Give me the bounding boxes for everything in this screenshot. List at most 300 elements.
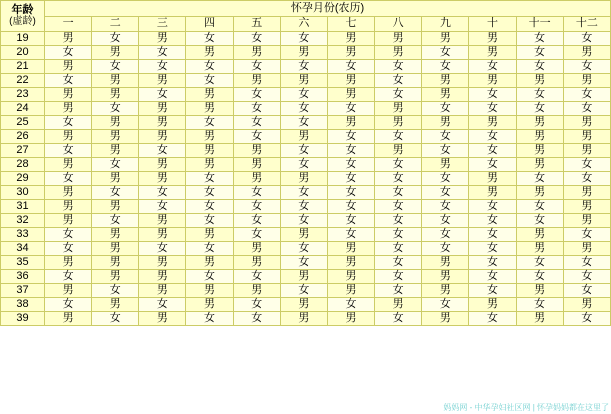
age-cell: 35 [1,256,45,270]
prediction-cell: 女 [375,312,422,326]
prediction-cell: 男 [280,312,327,326]
prediction-cell: 男 [233,256,280,270]
prediction-cell: 女 [516,270,563,284]
prediction-cell: 男 [92,200,139,214]
prediction-cell: 男 [92,46,139,60]
prediction-cell: 男 [186,130,233,144]
prediction-cell: 男 [280,130,327,144]
prediction-cell: 男 [563,74,610,88]
table-row [1,228,611,242]
table-row [1,102,611,116]
month-header-4: 四 [186,17,233,32]
prediction-cell: 女 [139,60,186,74]
table-row [1,144,611,158]
prediction-cell: 女 [92,284,139,298]
prediction-cell: 男 [280,74,327,88]
prediction-cell: 女 [563,228,610,242]
age-cell: 32 [1,214,45,228]
prediction-cell: 女 [516,60,563,74]
prediction-cell: 女 [233,270,280,284]
month-header-7: 七 [327,17,374,32]
prediction-cell: 女 [469,144,516,158]
prediction-cell: 女 [139,88,186,102]
prediction-cell: 女 [92,102,139,116]
table-body [1,32,611,326]
prediction-cell: 男 [92,88,139,102]
prediction-cell: 女 [422,200,469,214]
prediction-cell: 男 [45,284,92,298]
table-title-row [1,1,611,17]
prediction-cell: 女 [45,46,92,60]
prediction-cell: 男 [422,74,469,88]
prediction-cell: 女 [469,60,516,74]
prediction-cell: 女 [327,298,374,312]
prediction-cell: 女 [563,88,610,102]
prediction-cell: 女 [45,172,92,186]
prediction-cell: 男 [186,88,233,102]
table-row [1,312,611,326]
prediction-cell: 女 [469,214,516,228]
prediction-cell: 男 [45,32,92,46]
age-cell: 37 [1,284,45,298]
prediction-cell: 男 [516,144,563,158]
prediction-cell: 女 [469,102,516,116]
age-cell: 25 [1,116,45,130]
prediction-cell: 女 [186,270,233,284]
prediction-cell: 男 [45,256,92,270]
table-row [1,74,611,88]
prediction-cell: 男 [92,270,139,284]
table-row [1,130,611,144]
month-header-8: 八 [375,17,422,32]
prediction-cell: 男 [186,228,233,242]
month-header-10: 十 [469,17,516,32]
prediction-cell: 男 [516,74,563,88]
prediction-cell: 男 [233,144,280,158]
prediction-cell: 女 [186,200,233,214]
prediction-cell: 女 [516,256,563,270]
table-row [1,298,611,312]
prediction-cell: 男 [45,88,92,102]
prediction-cell: 男 [327,312,374,326]
prediction-cell: 男 [139,228,186,242]
prediction-cell: 女 [563,270,610,284]
age-cell: 19 [1,32,45,46]
table-row [1,200,611,214]
age-cell: 26 [1,130,45,144]
prediction-cell: 男 [327,88,374,102]
month-header-2: 二 [92,17,139,32]
prediction-cell: 女 [327,158,374,172]
prediction-cell: 男 [233,74,280,88]
prediction-cell: 女 [469,130,516,144]
month-header-1: 一 [45,17,92,32]
prediction-cell: 男 [186,158,233,172]
prediction-cell: 男 [139,32,186,46]
prediction-cell: 女 [375,186,422,200]
prediction-cell: 女 [563,256,610,270]
prediction-cell: 男 [516,130,563,144]
prediction-cell: 女 [422,242,469,256]
prediction-cell: 女 [280,158,327,172]
prediction-cell: 男 [139,270,186,284]
prediction-cell: 女 [92,158,139,172]
prediction-cell: 女 [375,242,422,256]
prediction-cell: 女 [186,74,233,88]
prediction-cell: 女 [422,60,469,74]
prediction-cell: 男 [45,214,92,228]
prediction-cell: 女 [186,172,233,186]
prediction-cell: 女 [233,228,280,242]
prediction-cell: 女 [92,60,139,74]
age-cell: 36 [1,270,45,284]
prediction-cell: 男 [92,130,139,144]
prediction-cell: 男 [563,116,610,130]
prediction-cell: 女 [563,172,610,186]
prediction-cell: 男 [186,256,233,270]
prediction-cell: 男 [139,130,186,144]
prediction-cell: 男 [92,242,139,256]
prediction-cell: 男 [327,116,374,130]
age-cell: 27 [1,144,45,158]
prediction-cell: 男 [516,158,563,172]
prediction-cell: 女 [375,200,422,214]
prediction-cell: 女 [186,312,233,326]
prediction-cell: 男 [139,256,186,270]
prediction-cell: 男 [186,102,233,116]
prediction-cell: 男 [469,186,516,200]
prediction-cell: 女 [327,102,374,116]
prediction-cell: 男 [563,214,610,228]
prediction-cell: 男 [45,200,92,214]
prediction-cell: 男 [92,256,139,270]
prediction-cell: 女 [422,172,469,186]
prediction-cell: 男 [233,46,280,60]
prediction-cell: 女 [233,88,280,102]
prediction-cell: 女 [186,186,233,200]
age-cell: 29 [1,172,45,186]
prediction-cell: 女 [327,214,374,228]
prediction-cell: 男 [422,88,469,102]
prediction-cell: 女 [139,200,186,214]
prediction-cell: 女 [233,298,280,312]
prediction-cell: 男 [375,102,422,116]
prediction-cell: 女 [375,74,422,88]
prediction-cell: 男 [280,270,327,284]
prediction-cell: 男 [422,32,469,46]
prediction-cell: 女 [186,60,233,74]
prediction-cell: 女 [139,298,186,312]
prediction-cell: 男 [422,158,469,172]
prediction-cell: 女 [327,200,374,214]
prediction-cell: 男 [186,46,233,60]
month-header-row [1,17,611,32]
prediction-cell: 男 [92,228,139,242]
table-row [1,116,611,130]
age-cell: 34 [1,242,45,256]
prediction-cell: 男 [280,172,327,186]
prediction-cell: 女 [469,284,516,298]
prediction-cell: 男 [139,172,186,186]
prediction-cell: 男 [516,186,563,200]
prediction-cell: 女 [375,214,422,228]
prediction-cell: 男 [92,298,139,312]
prediction-cell: 女 [516,88,563,102]
prediction-cell: 男 [327,256,374,270]
prediction-cell: 男 [139,312,186,326]
prediction-cell: 男 [327,270,374,284]
table-row [1,242,611,256]
prediction-cell: 女 [375,158,422,172]
table-row [1,60,611,74]
prediction-cell: 男 [422,284,469,298]
prediction-cell: 男 [186,298,233,312]
prediction-cell: 男 [516,284,563,298]
prediction-cell: 女 [375,270,422,284]
prediction-cell: 女 [280,116,327,130]
prediction-cell: 男 [139,214,186,228]
prediction-cell: 女 [422,228,469,242]
prediction-cell: 男 [186,144,233,158]
prediction-cell: 女 [233,186,280,200]
age-cell: 24 [1,102,45,116]
prediction-cell: 女 [375,172,422,186]
prediction-cell: 男 [45,102,92,116]
age-cell: 38 [1,298,45,312]
prediction-cell: 男 [469,32,516,46]
prediction-cell: 女 [375,256,422,270]
month-header-3: 三 [139,17,186,32]
age-cell: 31 [1,200,45,214]
prediction-cell: 男 [469,116,516,130]
prediction-cell: 男 [327,74,374,88]
prediction-cell: 男 [422,116,469,130]
age-cell: 22 [1,74,45,88]
prediction-cell: 女 [233,130,280,144]
prediction-cell: 男 [375,298,422,312]
prediction-cell: 女 [375,130,422,144]
prediction-cell: 男 [469,172,516,186]
prediction-cell: 女 [516,102,563,116]
prediction-cell: 女 [233,32,280,46]
prediction-cell: 男 [92,74,139,88]
prediction-cell: 女 [469,158,516,172]
prediction-cell: 女 [469,228,516,242]
prediction-cell: 女 [469,270,516,284]
prediction-cell: 女 [139,46,186,60]
prediction-cell: 女 [45,228,92,242]
prediction-cell: 男 [92,144,139,158]
prediction-cell: 男 [186,284,233,298]
prediction-cell: 男 [516,312,563,326]
prediction-cell: 男 [139,284,186,298]
table-row [1,32,611,46]
prediction-cell: 女 [469,242,516,256]
prediction-cell: 女 [516,214,563,228]
prediction-cell: 男 [45,130,92,144]
prediction-cell: 男 [469,46,516,60]
prediction-cell: 女 [563,312,610,326]
prediction-cell: 女 [516,46,563,60]
prediction-cell: 男 [563,144,610,158]
prediction-cell: 男 [45,186,92,200]
table-row [1,270,611,284]
prediction-cell: 男 [469,74,516,88]
prediction-cell: 女 [280,214,327,228]
prediction-cell: 女 [375,228,422,242]
month-header-6: 六 [280,17,327,32]
prediction-cell: 男 [139,74,186,88]
prediction-cell: 男 [375,144,422,158]
prediction-cell: 男 [45,60,92,74]
prediction-cell: 男 [563,298,610,312]
prediction-cell: 女 [280,242,327,256]
prediction-cell: 女 [327,228,374,242]
prediction-cell: 男 [422,256,469,270]
prediction-cell: 女 [280,60,327,74]
prediction-cell: 女 [280,200,327,214]
prediction-cell: 女 [233,312,280,326]
prediction-cell: 男 [233,242,280,256]
prediction-cell: 女 [233,214,280,228]
prediction-cell: 女 [563,158,610,172]
prediction-cell: 女 [327,130,374,144]
month-header-5: 五 [233,17,280,32]
prediction-cell: 女 [563,284,610,298]
prediction-cell: 男 [422,312,469,326]
prediction-cell: 女 [186,32,233,46]
prediction-cell: 男 [422,270,469,284]
prediction-cell: 女 [280,186,327,200]
prediction-cell: 男 [45,158,92,172]
prediction-cell: 男 [233,172,280,186]
prediction-cell: 男 [375,46,422,60]
prediction-cell: 男 [516,242,563,256]
prediction-cell: 女 [375,60,422,74]
table-row [1,256,611,270]
prediction-cell: 女 [139,144,186,158]
prediction-cell: 女 [186,242,233,256]
prediction-cell: 男 [516,116,563,130]
prediction-cell: 女 [186,116,233,130]
prediction-cell: 女 [280,144,327,158]
prediction-cell: 女 [45,298,92,312]
prediction-cell: 女 [233,102,280,116]
prediction-cell: 女 [45,270,92,284]
prediction-cell: 女 [280,88,327,102]
prediction-cell: 女 [563,32,610,46]
prediction-cell: 女 [327,186,374,200]
prediction-cell: 女 [233,200,280,214]
prediction-cell: 女 [422,298,469,312]
prediction-cell: 男 [139,102,186,116]
prediction-cell: 女 [280,284,327,298]
table-row [1,88,611,102]
age-cell: 23 [1,88,45,102]
age-column-header [1,1,45,32]
prediction-cell: 女 [516,172,563,186]
prediction-cell: 女 [422,130,469,144]
age-label-secondary: (虚龄) [9,15,36,27]
prediction-cell: 女 [92,32,139,46]
age-cell: 21 [1,60,45,74]
prediction-cell: 男 [45,312,92,326]
prediction-cell: 女 [516,32,563,46]
prediction-cell: 女 [280,32,327,46]
table-row [1,46,611,60]
prediction-cell: 女 [516,298,563,312]
prediction-cell: 男 [563,130,610,144]
prediction-cell: 男 [280,46,327,60]
prediction-cell: 男 [375,32,422,46]
prediction-cell: 男 [516,228,563,242]
prediction-cell: 女 [422,186,469,200]
prediction-cell: 男 [563,46,610,60]
age-cell: 20 [1,46,45,60]
prediction-cell: 女 [45,74,92,88]
prediction-cell: 女 [422,214,469,228]
prediction-cell: 女 [375,284,422,298]
month-header-11: 十一 [516,17,563,32]
prediction-cell: 男 [375,116,422,130]
prediction-cell: 女 [422,46,469,60]
prediction-cell: 男 [563,242,610,256]
age-cell: 39 [1,312,45,326]
prediction-cell: 女 [92,214,139,228]
prediction-cell: 女 [422,144,469,158]
prediction-cell: 女 [45,144,92,158]
prediction-cell: 女 [516,200,563,214]
prediction-cell: 女 [233,60,280,74]
month-header-12: 十二 [563,17,610,32]
prediction-cell: 女 [92,312,139,326]
prediction-cell: 女 [469,256,516,270]
prediction-cell: 女 [45,242,92,256]
table-row [1,172,611,186]
prediction-cell: 男 [469,298,516,312]
prediction-cell: 男 [92,116,139,130]
prediction-cell: 女 [327,60,374,74]
prediction-cell: 女 [186,214,233,228]
prediction-cell: 男 [280,298,327,312]
table-row [1,284,611,298]
prediction-cell: 女 [280,102,327,116]
age-label-primary: 年龄 [11,3,34,16]
prediction-cell: 女 [139,242,186,256]
table-row [1,186,611,200]
age-cell: 30 [1,186,45,200]
table-row [1,214,611,228]
prediction-cell: 女 [139,186,186,200]
prediction-cell: 女 [327,144,374,158]
prediction-cell: 女 [375,88,422,102]
prediction-cell: 男 [327,32,374,46]
prediction-cell: 男 [139,116,186,130]
watermark-text: 妈妈网 - 中华孕妇社区网 | 怀孕妈妈都在这里了 [443,403,609,412]
page-title: 怀孕月份(农历) [45,1,611,17]
age-cell: 33 [1,228,45,242]
prediction-cell: 男 [139,158,186,172]
prediction-cell: 男 [563,200,610,214]
prediction-cell: 女 [233,116,280,130]
prediction-cell: 女 [563,60,610,74]
age-cell: 28 [1,158,45,172]
prediction-cell: 女 [422,102,469,116]
prediction-cell: 女 [45,116,92,130]
prediction-cell: 男 [327,242,374,256]
prediction-cell: 女 [92,186,139,200]
prediction-cell: 男 [327,284,374,298]
